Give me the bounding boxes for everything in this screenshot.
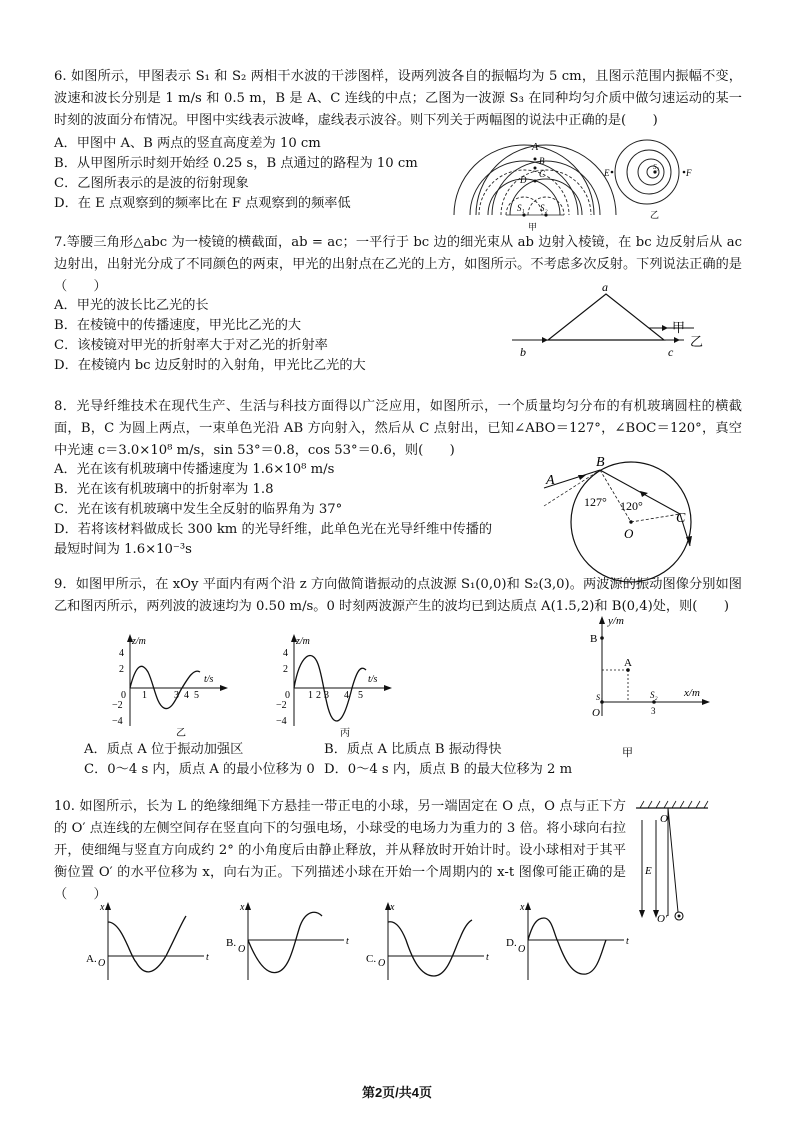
q6-caption-yi: 乙: [650, 210, 660, 220]
q8-option-d-cont: 最短时间为 1.6×10⁻³s: [54, 542, 192, 557]
q6-figure-yi: [604, 136, 690, 226]
q7-option-d: D．在棱镜内 bc 边反射时的入射角，甲光比乙光的大: [54, 358, 366, 373]
page-footer: 第2页/共4页: [361, 1085, 433, 1100]
q9-graph-bing: [272, 634, 402, 738]
q9-jia-label-b: B: [590, 633, 598, 645]
q9-bing-ytick-m2: −2: [276, 700, 287, 711]
q6-options: [54, 134, 418, 214]
q8-angle-127: 127°: [584, 495, 607, 509]
q8-angle-120: 120°: [620, 499, 643, 513]
q10-label-o: O: [660, 813, 668, 825]
q10-graph-a: [86, 900, 236, 982]
q9-bing-xtick-4: 4: [344, 690, 349, 701]
q6-figure-jia: [450, 135, 620, 232]
q10-graph-b-x: x: [240, 902, 245, 913]
q9-jia-label-s1: S₁: [596, 693, 603, 702]
q8-label-c: C: [676, 511, 686, 526]
q6-label-s2: S₂: [540, 203, 548, 213]
q10-graph-c-x: x: [390, 902, 395, 913]
q9-graph-jia: [584, 612, 714, 762]
q7-label-a: a: [602, 280, 608, 294]
q8-label-b: B: [596, 455, 605, 470]
q9-bing-xtick-2: 2: [316, 690, 321, 701]
q9-bing-ytick-m4: −4: [276, 716, 287, 727]
q7-prism-figure: [512, 282, 712, 360]
q7-option-a: A．甲光的波长比乙光的长: [54, 298, 209, 313]
q6-label-c: C: [539, 169, 546, 179]
q10-graph-d-label: D.: [506, 937, 517, 949]
q10-graph-b-label: B.: [226, 937, 237, 949]
q8-stem: 8．光导纤维技术在现代生产、生活与科技方面得以广泛应用，如图所示，一个质量均匀分布的有机玻璃圆柱的横截面，B，C 为圆上两点，一束单色光沿 AB 方向射入，然后从 C 点射出，已知∠ABO＝127°，∠BOC＝120°，真空中光速 c＝3.0×10⁸ m/s，sin 53°＝0.8，cos 53°＝0.6，则( ): [54, 399, 742, 458]
q6-caption-jia: 甲: [528, 222, 538, 232]
q9-jia-xlabel: x/m: [684, 687, 700, 699]
q10-graph-a-t: t: [206, 952, 209, 963]
q10-label-o-prime: O′: [657, 913, 668, 925]
q10-label-e: E: [645, 865, 652, 877]
q6-label-e: E: [604, 168, 610, 178]
q10-graph-b: [226, 900, 376, 982]
q9-option-c: C．0～4 s 内，质点 A 的最小位移为 0: [84, 762, 315, 777]
q7-option-b: B．在棱镜中的传播速度，甲光比乙光的大: [54, 318, 302, 333]
q6-label-a: A: [532, 142, 539, 153]
q10-graph-a-x: x: [100, 902, 105, 913]
q8-circle-figure: [540, 455, 720, 588]
q9-option-a: A．质点 A 位于振动加强区: [84, 742, 244, 757]
q9-yi-xtick-3: 3: [174, 690, 179, 701]
q7-option-c: C．该棱镜对甲光的折射率大于对乙光的折射率: [54, 338, 328, 353]
q9-yi-ytick-m2: −2: [112, 700, 123, 711]
q9-jia-tick-3: 3: [651, 706, 656, 716]
q8-options: [54, 460, 492, 560]
q9-yi-ytick-4: 4: [119, 648, 124, 659]
q9-jia-label-a: A: [624, 657, 632, 669]
q9-jia-label-s2: S₂: [650, 690, 658, 700]
q9-yi-caption: 乙: [176, 728, 186, 739]
q10-graph-c-label: C.: [366, 953, 377, 965]
q10-graph-a-label: A.: [86, 953, 97, 965]
q9-yi-ytick-2: 2: [119, 664, 124, 675]
q9-yi-xtick-4: 4: [184, 690, 189, 701]
q10-graph-b-o: O: [238, 944, 246, 955]
q9-yi-ylabel: z/m: [132, 636, 146, 647]
q7-label-yi: 乙: [690, 334, 704, 349]
q6-label-b: B: [539, 156, 545, 166]
q9-bing-ytick-4: 4: [283, 648, 288, 659]
q8-option-b: B．光在该有机玻璃中的折射率为 1.8: [54, 482, 274, 497]
q10-stem: 10. 如图所示，长为 L 的绝缘细绳下方悬挂一带正电的小球，另一端固定在 O 点，O 点与正下方的 O′ 点连线的左侧空间存在竖直向下的匀强电场，小球受的电场力为重力的 3 倍。将小球向右拉开，使细绳与竖直方向成约 2° 的小角度后由静止释放，并从释放时开始计时。设小球相对于其平衡位置 O′ 的水平位移为 x，向右为正。下列描述小球在开始一个周期内的 x-t 图像可能正确的是（ ）: [54, 799, 626, 902]
q10-graph-d-x: x: [520, 902, 525, 913]
q10-graph-c-o: O: [378, 958, 386, 969]
q9-yi-ytick-m4: −4: [112, 716, 123, 727]
q9-bing-caption: 丙: [340, 728, 350, 739]
q6-stem: 6. 如图所示，甲图表示 S₁ 和 S₂ 两相干水波的干涉图样，设两列波各自的振幅均为 5 cm，且图示范围内振幅不变，波速和波长分别是 1 m/s 和 0.5 m，B 是 A、C 连线的中点；乙图为一波源 S₃ 在同种均匀介质中做匀速运动的某一时刻的波面分布情况。甲图中实线表示波峰，虚线表示波谷。则下列关于两幅图的说法中正确的是( ): [54, 69, 742, 128]
q7-stem: 7.等腰三角形△abc 为一棱镜的横截面，ab = ac；一平行于 bc 边的细光束从 ab 边射入棱镜，在 bc 边反射后从 ac 边射出，出射光分成了不同颜色的两束，甲光的出射点在乙光的上方，如图所示。不考虑多次反射。下列说法正确的是（ ）: [54, 235, 742, 294]
q9-yi-xtick-5: 5: [194, 690, 199, 701]
q9-yi-xlabel: t/s: [204, 674, 214, 685]
q6-label-d: D: [520, 175, 527, 185]
q9-jia-ylabel: y/m: [608, 615, 624, 627]
q9-yi-xtick-1: 1: [142, 690, 147, 701]
q6-option-b: B．从甲图所示时刻开始经 0.25 s，B 点通过的路程为 10 cm: [54, 156, 418, 171]
q9-bing-ytick-2: 2: [283, 664, 288, 675]
q9-jia-label-o: O: [592, 707, 600, 719]
q9-yi-xtick-0: 0: [121, 690, 126, 701]
q10-graph-d-o: O: [518, 944, 526, 955]
q9-stem: 9．如图甲所示，在 xOy 平面内有两个沿 z 方向做简谐振动的点波源 S₁(0,0)和 S₂(3,0)。两波源的振动图像分别如图乙和图丙所示，两列波的波速均为 0.50 m/s。0 时刻两波源产生的波均已到达质点 A(1.5,2)和 B(0,4)处，则( ): [54, 577, 742, 614]
q6-label-f: F: [686, 168, 692, 178]
q8-label-a: A: [546, 473, 555, 488]
q6-option-d: D．在 E 点观察到的频率比在 F 点观察到的频率低: [54, 196, 351, 211]
q9-bing-xtick-1: 1: [308, 690, 313, 701]
q10-graph-c: [366, 900, 516, 982]
q10-graph-d-t: t: [626, 936, 629, 947]
q9-jia-caption: 甲: [622, 747, 633, 759]
q10-graph-c-t: t: [486, 952, 489, 963]
q9-bing-ylabel: z/m: [296, 636, 310, 647]
q10-graph-b-t: t: [346, 936, 349, 947]
q6-label-s1: S₁: [517, 203, 525, 213]
q7-options: [54, 296, 366, 376]
q9-graph-yi: [108, 634, 238, 738]
q9-bing-xtick-3: 3: [324, 690, 329, 701]
q9-bing-xtick-5: 5: [358, 690, 363, 701]
q9-bing-xtick-0: 0: [285, 690, 290, 701]
q10-graph-a-o: O: [98, 958, 106, 969]
q7-label-jia: 甲: [672, 320, 686, 335]
q10-graph-d: [506, 900, 656, 982]
q7-label-b: b: [520, 345, 526, 359]
q8-option-c: C．光在该有机玻璃中发生全反射的临界角为 37°: [54, 502, 343, 517]
q8-option-d: D．若将该材料做成长 300 km 的光导纤维，此单色光在光导纤维中传播的: [54, 522, 493, 537]
q6-option-c: C．乙图所表示的是波的衍射现象: [54, 176, 249, 191]
q8-option-a: A．光在该有机玻璃中传播速度为 1.6×10⁸ m/s: [54, 462, 335, 477]
q6-option-a: A．甲图中 A、B 两点的竖直高度差为 10 cm: [54, 136, 321, 151]
q6-label-s3: S₃: [653, 163, 659, 171]
q9-option-b: B．质点 A 比质点 B 振动得快: [324, 742, 502, 757]
q9-option-d: D．0～4 s 内，质点 B 的最大位移为 2 m: [324, 762, 573, 777]
q9-bing-xlabel: t/s: [368, 674, 378, 685]
q7-label-c: c: [668, 345, 674, 359]
q8-label-o: O: [624, 526, 634, 541]
